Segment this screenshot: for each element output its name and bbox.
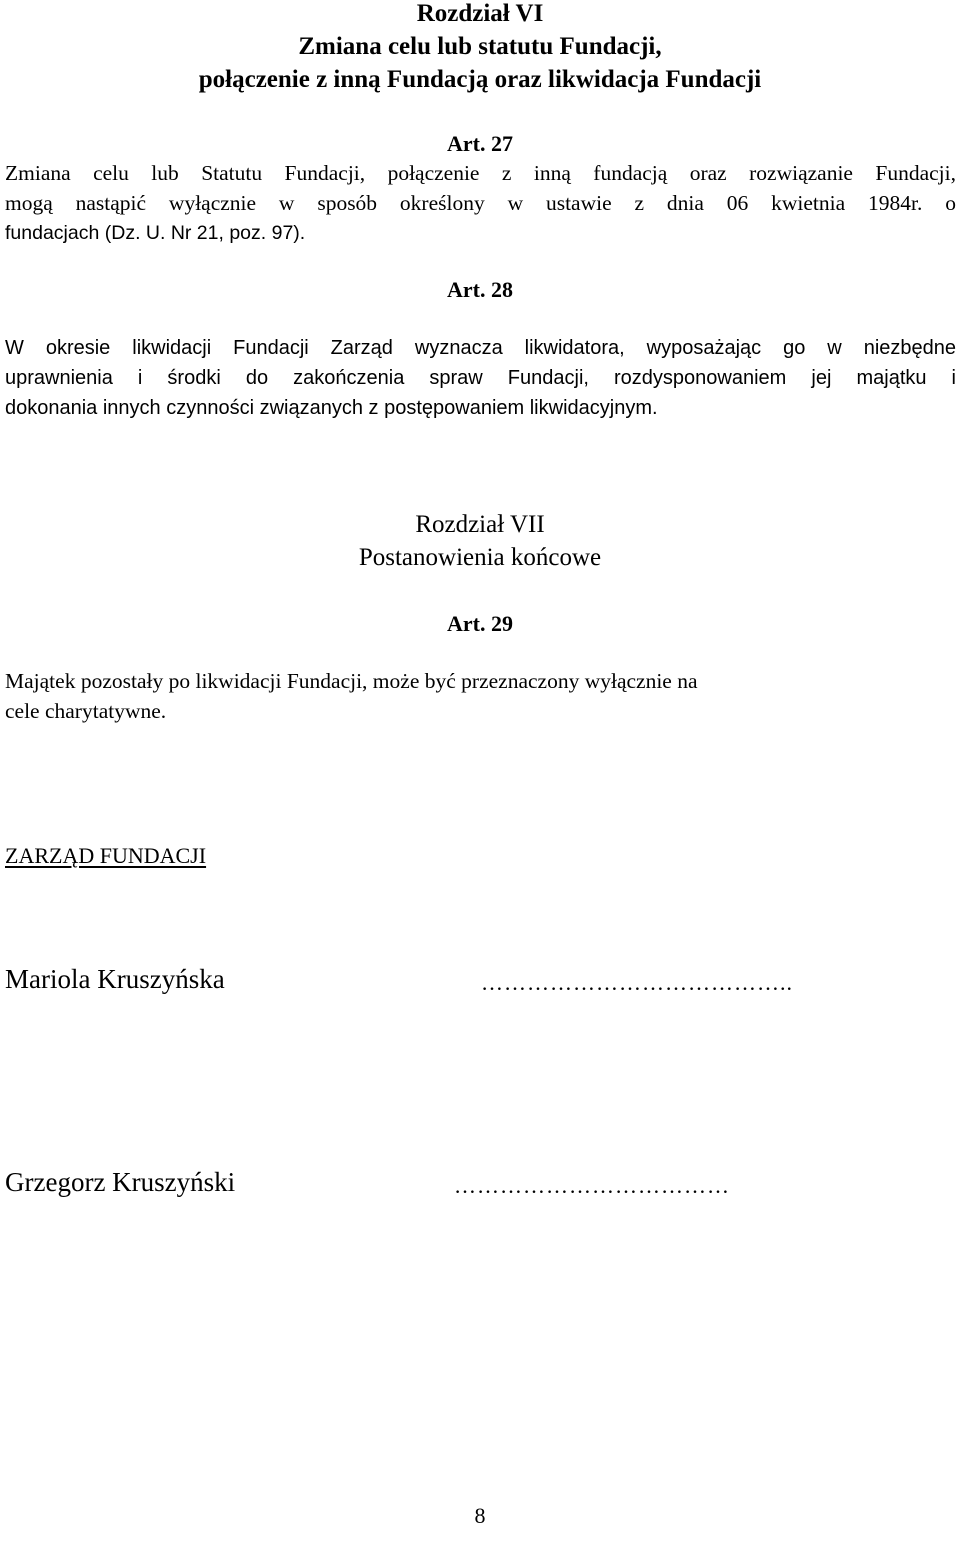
art-29-text [5, 666, 956, 726]
art-28-text [5, 333, 956, 423]
art-29-line-2: cele charytatywne. [5, 699, 167, 723]
art-28-line-3: dokonania innych czynności związanych z postępowaniem likwidacyjnym. [5, 397, 658, 419]
page-number: 8 [474, 1503, 486, 1528]
chapter-6-title: Rozdział VI [416, 0, 544, 27]
art-29-line-1: Majątek pozostały po likwidacji Fundacji, może być przeznaczony wyłącznie na [5, 669, 698, 693]
chapter-6-subtitle-line-1: Zmiana celu lub statutu Fundacji, [298, 33, 662, 60]
chapter-7-subtitle: Postanowienia końcowe [358, 544, 602, 571]
board-member-1-signature-line: ………………………………….. [481, 970, 793, 995]
board-member-2-signature-line: ……………………………… [454, 1173, 730, 1198]
art-28-line-1: W okresie likwidacji Fundacji Zarząd wyznacza likwidatora, wyposażając go w niezbędne [5, 337, 956, 359]
board-member-1-name: Mariola Kruszyńska [5, 964, 225, 994]
board-member-2-name: Grzegorz Kruszyński [5, 1167, 236, 1197]
art-27-line-1: Zmiana celu lub Statutu Fundacji, połączenie z inną fundacją oraz rozwiązanie Fundacji, [5, 161, 956, 185]
board-heading: ZARZĄD FUNDACJI [5, 843, 207, 868]
chapter-6-subtitle-line-2: połączenie z inną Fundacją oraz likwidacja Fundacji [198, 66, 762, 93]
art-28-line-2: uprawnienia i środki do zakończenia spraw Fundacji, rozdysponowaniem jej majątku i [5, 367, 956, 389]
art-27-label: Art. 27 [447, 131, 513, 156]
chapter-7-title: Rozdział VII [415, 511, 545, 538]
art-27-line-3: fundacjach (Dz. U. Nr 21, poz. 97). [5, 222, 306, 244]
art-27-line-2: mogą nastąpić wyłącznie w sposób określony w ustawie z dnia 06 kwietnia 1984r. o [5, 191, 956, 215]
art-28-label: Art. 28 [447, 277, 513, 302]
art-29-label: Art. 29 [447, 611, 513, 636]
art-27-text [5, 158, 956, 248]
